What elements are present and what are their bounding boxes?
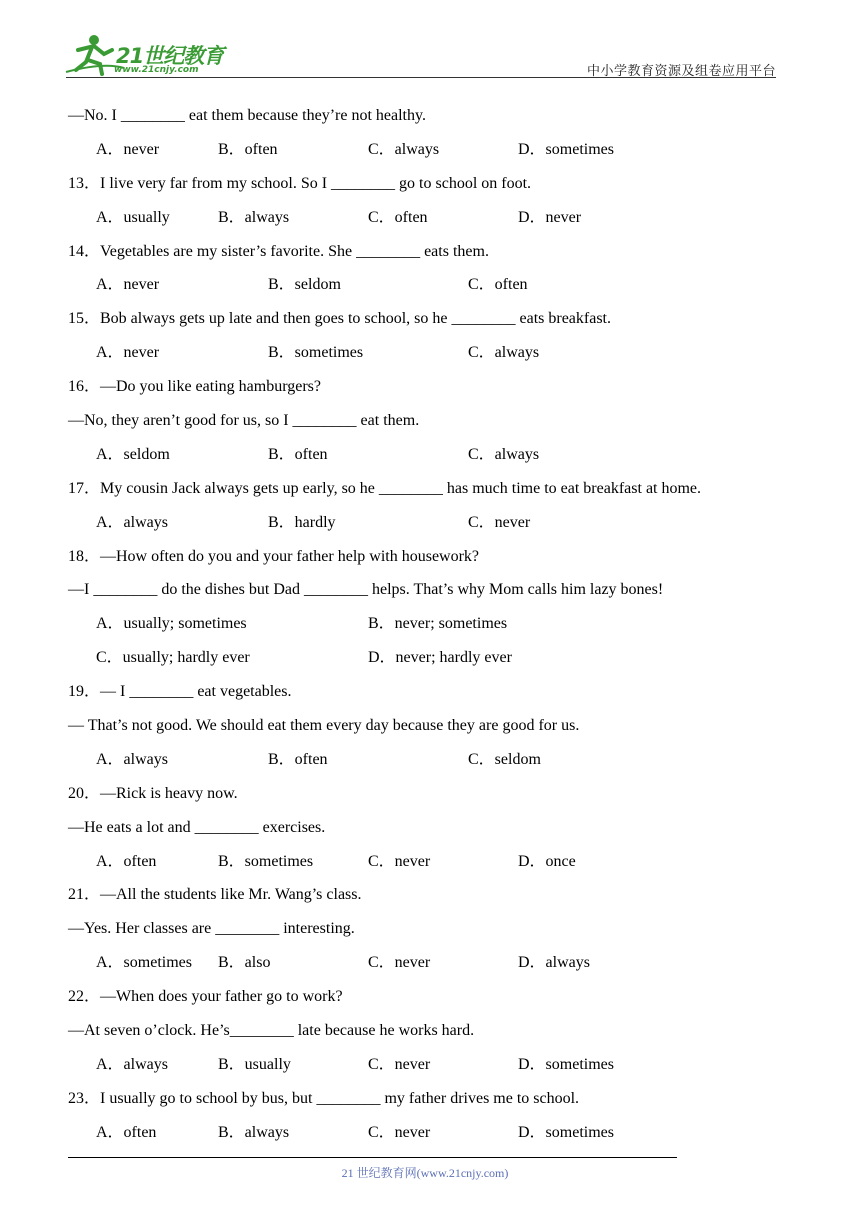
footer-divider [68,1157,677,1158]
answer-option[interactable]: D．sometimes [518,1055,614,1073]
answer-option[interactable]: B．always [218,1123,290,1141]
answer-option[interactable]: B．often [268,445,328,463]
answer-option[interactable]: C．usually; hardly ever [96,649,250,667]
answer-options [68,336,788,370]
answer-option[interactable]: A．always [96,750,168,768]
header-divider [66,77,776,78]
answer-option[interactable]: C．always [468,344,540,362]
answer-options [68,845,788,879]
answer-option[interactable]: C．always [468,445,540,463]
question-text: 13．I live very far from my school. So I ________ go to school on foot. [68,174,532,192]
question-text: 22．—When does your father go to work? [68,988,343,1006]
answer-option[interactable]: C．never [368,954,431,972]
logo-url: www.21cnjy.com [114,65,199,75]
question-text: —No. I ________ eat them because they’re not healthy. [68,107,426,124]
answer-option[interactable]: D．never [518,208,582,226]
answer-option[interactable]: A．always [96,1055,168,1073]
question-list [68,99,788,1150]
question-text: 19．— I ________ eat vegetables. [68,683,292,701]
answer-option[interactable]: D．always [518,954,590,972]
answer-option[interactable]: A．never [96,140,160,158]
answer-option[interactable]: A．sometimes [96,954,192,972]
answer-options [68,201,788,235]
answer-option[interactable]: C．seldom [468,750,541,768]
question-text: 21．—All the students like Mr. Wang’s class. [68,886,362,904]
question-text: 14．Vegetables are my sister’s favorite. She ________ eats them. [68,242,489,260]
footer-link[interactable]: 21 世纪教育网(www.21cnjy.com) [341,1166,509,1180]
answer-option[interactable]: C．often [468,276,528,294]
page-header [0,0,860,80]
answer-option[interactable]: C．never [368,852,431,870]
question-text: —No, they aren’t good for us, so I ________ eat them. [68,412,420,430]
answer-options [68,946,788,980]
question-text: 17．My cousin Jack always gets up early, so he ________ has much time to eat breakfast at home. [68,479,702,497]
answer-option[interactable]: B．hardly [268,513,336,531]
answer-options [68,1116,788,1150]
answer-options [68,1048,788,1082]
answer-option[interactable]: A．often [96,852,157,870]
answer-option[interactable]: B．sometimes [218,852,314,870]
answer-option[interactable]: D．never; hardly ever [368,649,512,667]
answer-option[interactable]: A．never [96,276,160,294]
answer-option[interactable]: D．sometimes [518,140,614,158]
answer-option[interactable]: B．also [218,954,271,972]
answer-option[interactable]: B．often [218,140,278,158]
question-text: 18．—How often do you and your father help with housework? [68,547,480,565]
answer-option[interactable]: B．sometimes [268,344,364,362]
answer-option[interactable]: A．never [96,344,160,362]
answer-option[interactable]: B．always [218,208,290,226]
answer-option[interactable]: A．usually [96,208,170,226]
question-text: 20．—Rick is heavy now. [68,784,238,802]
answer-option[interactable]: D．once [518,852,576,870]
answer-option[interactable]: B．often [268,750,328,768]
answer-option[interactable]: A．often [96,1123,157,1141]
answer-options [68,268,788,302]
answer-option[interactable]: A．usually; sometimes [96,615,247,633]
answer-option[interactable]: B．seldom [268,276,341,294]
answer-option[interactable]: A．seldom [96,445,170,463]
site-tagline: 中小学教育资源及组卷应用平台 [586,64,776,79]
question-text: 16．—Do you like eating hamburgers? [68,378,321,396]
answer-option[interactable]: C．never [468,513,531,531]
answer-options [68,506,788,540]
answer-option[interactable]: D．sometimes [518,1123,614,1141]
answer-option[interactable]: C．always [368,140,440,158]
question-text: 23．I usually go to school by bus, but ________ my father drives me to school. [68,1089,580,1107]
answer-option[interactable]: C．never [368,1055,431,1073]
answer-options [68,641,788,675]
answer-option[interactable]: A．always [96,513,168,531]
question-text: —He eats a lot and ________ exercises. [68,818,326,836]
question-text: — That’s not good. We should eat them every day because they are good for us. [68,717,580,735]
answer-option[interactable]: B．usually [218,1055,291,1073]
logo-text: 21世纪教育 [116,44,224,68]
question-text: —I ________ do the dishes but Dad ________ helps. That’s why Mom calls him lazy bones! [68,581,664,599]
answer-option[interactable]: C．often [368,208,428,226]
answer-options [68,607,788,641]
question-text: 15．Bob always gets up late and then goes to school, so he ________ eats breakfast. [68,310,611,328]
question-text: —Yes. Her classes are ________ interesting. [68,920,355,938]
answer-option[interactable]: B．never; sometimes [368,615,508,633]
question-text: —At seven o’clock. He’s________ late because he works hard. [68,1022,475,1040]
site-logo [64,32,234,78]
answer-options [68,743,788,777]
answer-options [68,438,788,472]
answer-options [68,133,788,167]
answer-option[interactable]: C．never [368,1123,431,1141]
